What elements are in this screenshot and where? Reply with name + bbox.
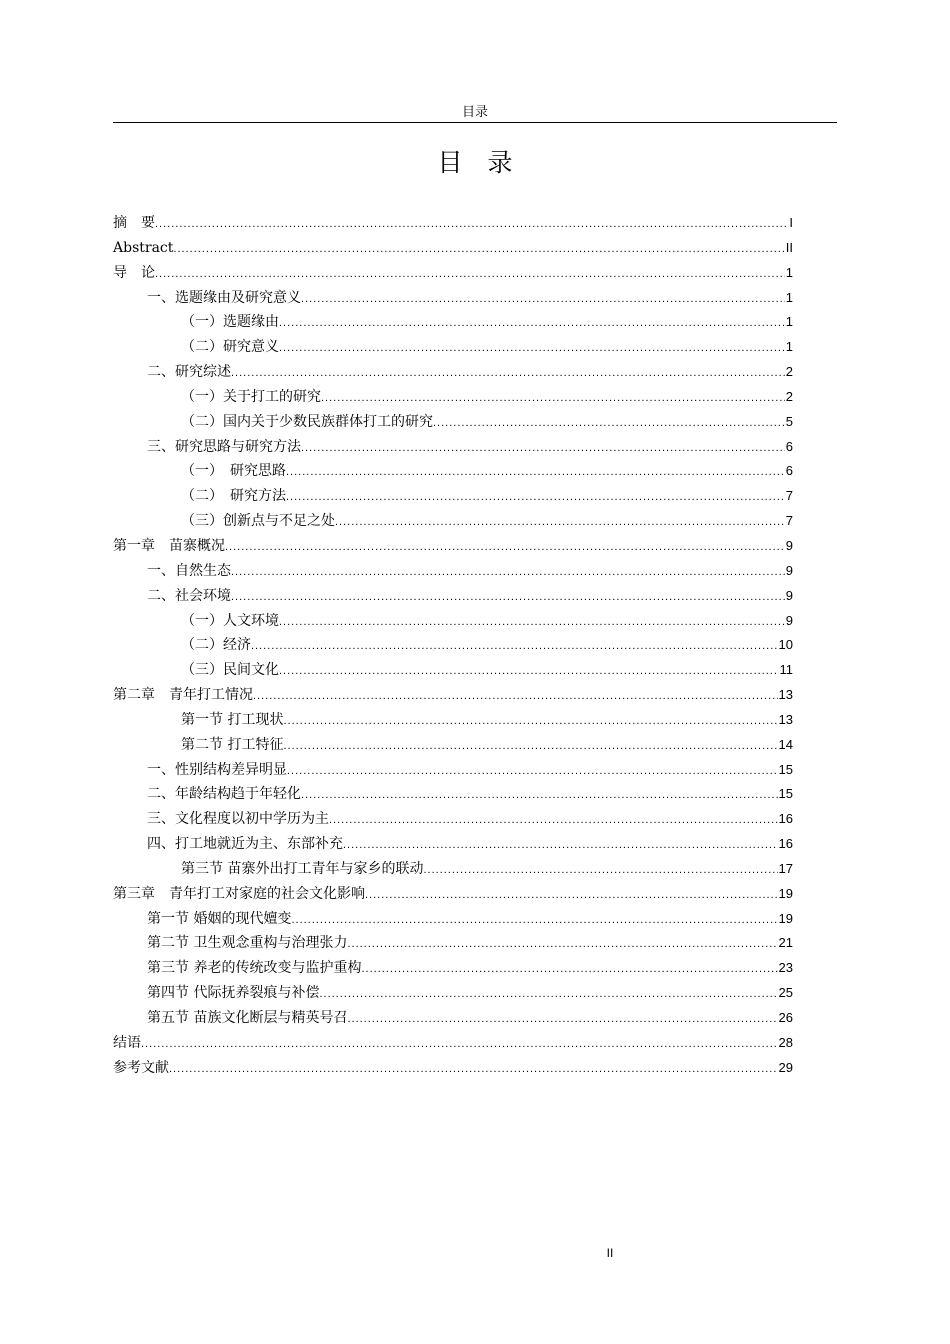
toc-entry-page-number: 6: [785, 438, 793, 454]
toc-entry-page-number: 9: [785, 562, 793, 578]
toc-entry-page-number: 26: [778, 1010, 793, 1025]
toc-entry-label: 摘 要: [113, 215, 155, 231]
dot-leader: [347, 932, 777, 956]
dot-leader: [169, 1057, 778, 1081]
toc-entry-label: 第五节 苗族文化断层与精英号召: [147, 1010, 348, 1026]
toc-entry-page-number: 11: [779, 662, 793, 678]
toc-entry-label: 第一章 苗寨概况: [113, 537, 225, 554]
toc-entry-label: 第二节 打工特征: [181, 736, 284, 753]
toc-entry[interactable]: [113, 931, 793, 956]
dot-leader: [251, 634, 778, 658]
toc-entry-page-number: 15: [778, 786, 793, 802]
toc-entry[interactable]: [113, 310, 793, 335]
toc-entry[interactable]: [113, 708, 793, 733]
toc-entry-page-number: 15: [778, 761, 793, 777]
dot-leader: [286, 485, 785, 509]
dot-leader: [335, 510, 785, 534]
toc-entry-page-number: 1: [785, 339, 793, 355]
toc-entry-page-number: 1: [785, 314, 793, 330]
toc-entry[interactable]: [113, 559, 793, 584]
toc-entry-label: 第三节 养老的传统改变与监护重构: [147, 960, 362, 977]
toc-entry-label: 一、性别结构差异明显: [147, 761, 287, 778]
toc-entry-label: 第三章 青年打工对家庭的社会文化影响: [113, 885, 365, 902]
toc-entry-label: （二）国内关于少数民族群体打工的研究: [181, 413, 433, 430]
toc-entry[interactable]: [113, 1031, 793, 1056]
toc-entry-label: （二） 研究方法: [181, 488, 286, 505]
toc-entry-label: 四、打工地就近为主、东部补充: [147, 836, 343, 853]
toc-entry-page-number: 1: [785, 264, 793, 280]
toc-entry-page-number: 16: [778, 836, 793, 852]
toc-entry-label: 二、研究综述: [147, 364, 231, 381]
toc-entry-page-number: 6: [785, 463, 793, 479]
dot-leader: [301, 287, 785, 311]
toc-entry-page-number: 19: [778, 910, 793, 926]
toc-entry[interactable]: [113, 782, 793, 807]
toc-entry-label: 一、选题缘由及研究意义: [147, 289, 301, 306]
dot-leader: [225, 535, 785, 559]
toc-entry-label: 第一节 打工现状: [181, 711, 284, 728]
toc-entry[interactable]: [113, 286, 793, 311]
dot-leader: [301, 783, 778, 807]
toc-entry-label: （二）经济: [181, 637, 251, 654]
toc-entry[interactable]: [113, 261, 793, 286]
toc-entry[interactable]: [113, 1006, 793, 1031]
toc-entry[interactable]: [113, 211, 793, 236]
dot-leader: [361, 957, 777, 981]
toc-entry[interactable]: [113, 981, 793, 1006]
dot-leader: [173, 237, 784, 261]
toc-entry[interactable]: [113, 335, 793, 360]
dot-leader: [301, 436, 785, 460]
page-number: II: [606, 1246, 614, 1260]
dot-leader: [291, 908, 777, 932]
dot-leader: [283, 709, 777, 733]
toc-entry[interactable]: [113, 733, 793, 758]
toc-entry-label: 参考文献: [113, 1059, 169, 1076]
toc-entry[interactable]: [113, 584, 793, 609]
dot-leader: [365, 883, 778, 907]
toc-entry-label: （一） 研究思路: [181, 463, 286, 480]
toc-entry[interactable]: [113, 236, 793, 261]
dot-leader: [231, 585, 785, 609]
toc-entry-label: 第三节 苗寨外出打工青年与家乡的联动: [181, 860, 424, 877]
toc-entry-page-number: 25: [778, 985, 793, 1001]
toc-entry[interactable]: [113, 633, 793, 658]
toc-entry-label: 导 论: [113, 264, 155, 281]
toc-entry[interactable]: [113, 907, 793, 932]
dot-leader: [279, 311, 785, 335]
toc-entry-label: 结语: [113, 1034, 141, 1051]
toc-entry-label: 三、文化程度以初中学历为主: [147, 811, 329, 828]
toc-entry-page-number: 13: [778, 711, 793, 727]
toc-entry-label: 二、年龄结构趋于年轻化: [147, 786, 301, 803]
toc-entry-page-number: 9: [785, 537, 793, 553]
dot-leader: [433, 411, 785, 435]
dot-leader: [141, 1032, 778, 1056]
dot-leader: [343, 833, 778, 857]
dot-leader: [286, 460, 785, 484]
toc-entry-page-number: 7: [785, 488, 793, 504]
toc-entry[interactable]: [113, 857, 793, 882]
toc-entry[interactable]: [113, 360, 793, 385]
toc-entry[interactable]: [113, 534, 793, 559]
dot-leader: [253, 684, 778, 708]
toc-entry[interactable]: [113, 683, 793, 708]
running-header: 目录: [461, 105, 488, 120]
toc-entry-label: （一）选题缘由: [181, 314, 279, 331]
toc-title: 目 录: [437, 148, 513, 177]
toc-entry[interactable]: [113, 609, 793, 634]
dot-leader: [287, 759, 778, 783]
toc-entry-page-number: 21: [778, 935, 793, 951]
toc-entry-page-number: 7: [785, 513, 793, 529]
dot-leader: [279, 610, 785, 634]
dot-leader: [279, 659, 779, 683]
dot-leader: [319, 982, 777, 1006]
toc-entry-page-number: II: [785, 239, 793, 255]
toc-entry-label: 第四节 代际抚养裂痕与补偿: [147, 985, 320, 1002]
toc-entry-page-number: 17: [778, 860, 793, 876]
dot-leader: [321, 386, 785, 410]
toc-entry-label: 第二节 卫生观念重构与治理张力: [147, 935, 348, 952]
toc-entry-label: 二、社会环境: [147, 587, 231, 604]
toc-entry-label: 第一节 婚姻的现代嬗变: [147, 910, 292, 927]
toc-entry[interactable]: [113, 435, 793, 460]
toc-entry-page-number: 2: [785, 388, 793, 404]
toc-entry-page-number: 29: [778, 1059, 793, 1075]
toc-entry[interactable]: [113, 509, 793, 534]
toc-entry-page-number: 23: [778, 960, 793, 976]
toc-entry-page-number: 9: [785, 587, 793, 603]
toc-entry[interactable]: [113, 832, 793, 857]
table-of-contents: [113, 211, 793, 1081]
dot-leader: [231, 560, 785, 584]
dot-leader: [155, 212, 788, 236]
toc-entry-page-number: 2: [785, 364, 793, 380]
dot-leader: [279, 336, 785, 360]
toc-entry-label: 三、研究思路与研究方法: [147, 438, 301, 455]
toc-entry[interactable]: [113, 658, 793, 683]
toc-entry-label: （一）关于打工的研究: [181, 388, 321, 405]
dot-leader: [329, 808, 778, 832]
toc-entry-label: （三）民间文化: [181, 662, 279, 679]
toc-entry-label: Abstract: [113, 239, 174, 256]
toc-entry[interactable]: [113, 410, 793, 435]
toc-entry-label: （一）人文环境: [181, 612, 279, 629]
toc-entry-page-number: 19: [778, 885, 793, 901]
toc-entry-page-number: 5: [785, 413, 793, 429]
dot-leader: [283, 734, 777, 758]
toc-entry-label: （二）研究意义: [181, 339, 279, 356]
toc-entry-page-number: 9: [785, 612, 793, 628]
toc-entry[interactable]: [113, 385, 793, 410]
toc-entry[interactable]: [113, 956, 793, 981]
dot-leader: [423, 858, 777, 882]
toc-entry-page-number: 14: [778, 736, 793, 752]
dot-leader: [155, 262, 785, 286]
dot-leader: [347, 1007, 777, 1031]
toc-entry[interactable]: [113, 1056, 793, 1081]
dot-leader: [231, 361, 785, 385]
toc-entry-page-number: 10: [778, 637, 793, 653]
toc-entry[interactable]: [113, 484, 793, 509]
toc-entry[interactable]: [113, 882, 793, 907]
toc-entry-label: 第二章 青年打工情况: [113, 687, 253, 704]
toc-entry[interactable]: [113, 459, 793, 484]
toc-entry-page-number: 28: [778, 1034, 793, 1050]
toc-entry-page-number: 1: [785, 289, 793, 305]
toc-entry[interactable]: [113, 758, 793, 783]
toc-entry-page-number: 16: [778, 811, 793, 827]
toc-entry-label: 一、自然生态: [147, 562, 231, 579]
toc-entry[interactable]: [113, 807, 793, 832]
toc-entry-label: （三）创新点与不足之处: [181, 513, 335, 530]
toc-entry-page-number: 13: [778, 687, 793, 703]
header-rule: [113, 122, 837, 123]
toc-entry-page-number: I: [789, 215, 793, 230]
